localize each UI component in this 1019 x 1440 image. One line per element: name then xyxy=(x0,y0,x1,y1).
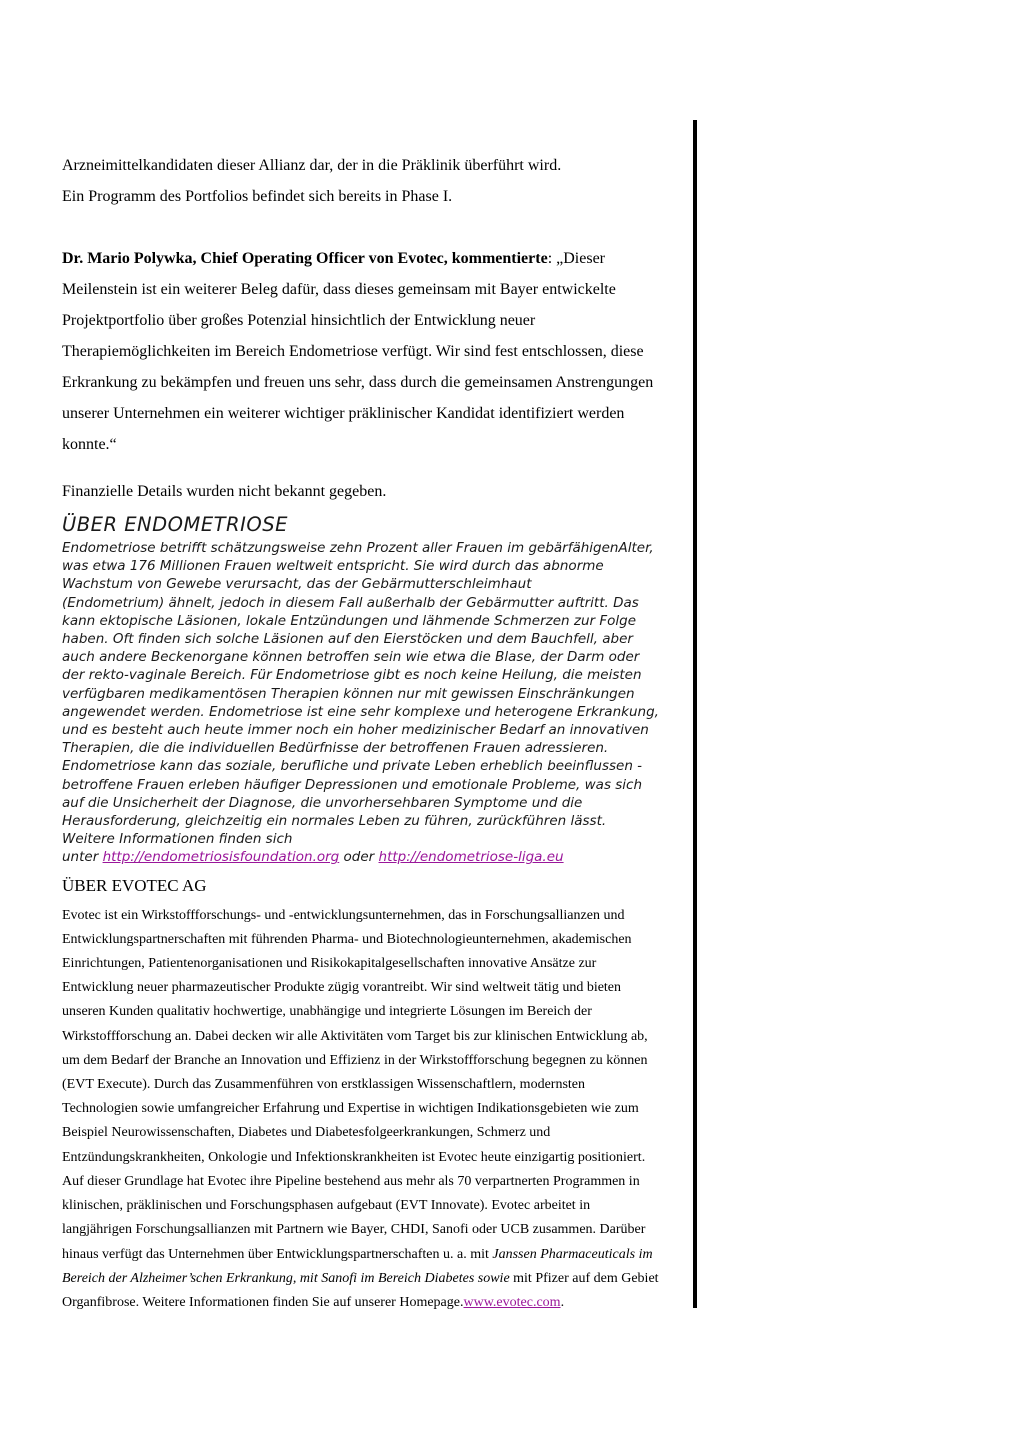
evotec-homepage-link[interactable]: www.evotec.com xyxy=(463,1294,561,1310)
quote-text: : „Dieser Meilenstein ist ein weiterer Beleg dafür, dass dieses gemeinsam mit Bayer entwickelte Projektportfolio über großes Potenzial hinsichtlich der Entwicklung neuer Therapiemöglichkeiten im Bereich Endometriose verfügt. Wir sind fest entschlossen, diese Erkrankung zu bekämpfen und freuen uns sehr, dass durch die gemeinsamen Anstrengungen unserer Unternehmen ein weiterer wichtiger präklinischer Kandidat identifiziert werden konnte.“ xyxy=(62,250,654,453)
endometriose-text-part1: Endometriose betrifft schätzungsweise zehn Prozent aller Frauen im gebärfähigenAlter, was etwa 176 Millionen Frauen weltweit entspricht. Sie wird durch das abnorme Wachstum von Gewebe verursacht, das der Gebärmutterschleimhaut xyxy=(62,540,654,593)
links-line-prefix: unter xyxy=(62,849,103,866)
evotec-body xyxy=(62,904,662,1315)
endometriose-text-part2: (Endometrium) ähnelt, jedoch in diesem Fall außerhalb der Gebärmutter auftritt. Das kann ektopische Läsionen, lokale Entzündungen und lähmende Schmerzen zur Folge haben. Oft finden sich solche Läsionen auf den Eierstöcken und dem Bauchfell, aber auch andere Beckenorgane können betroffen sein wie etwa die Blase, der Darm oder der rekto-vaginale Bereich. Für Endometriose gibt es noch keine Heilung, die meisten verfügbaren medikamentösen Therapien können nur mit gewissen Einschränkungen angewendet werden. Endometriose ist eine sehr komplexe und heterogene Erkrankung, und es besteht auch heute immer noch ein hoher medizinischer Bedarf an innovativen Therapien, die die individuellen Bedürfnisse der betroffenen Frauen adressieren. Endometriose kann das soziale, berufliche und private Leben erheblich beeinflussen - betroffene Frauen erleben häufiger Depressionen und emotionale Probleme, was sich auf die Unsicherheit der Diagnose, die unvorhersehbaren Symptome und die Herausforderung, gleichzeitig ein normales Leben zu führen, zurückführen lässt. Weitere Informationen finden sich xyxy=(62,594,659,848)
links-line-middle: oder xyxy=(339,849,379,866)
financial-note: Finanzielle Details wurden nicht bekannt gegeben. xyxy=(62,483,387,500)
evotec-text-part2: mit Pfizer auf dem Gebiet Organfibrose. Weitere Informationen finden Sie auf unserer Homepage. xyxy=(62,1270,659,1310)
vertical-divider xyxy=(693,120,697,1308)
endometriose-liga-link[interactable]: http://endometriose-liga.eu xyxy=(378,849,564,866)
intro-line-1: Arzneimittelkandidaten dieser Allianz dar, der in die Präklinik überführt wird. xyxy=(62,157,562,174)
evotec-section xyxy=(62,875,662,1315)
quote-attribution: Dr. Mario Polywka, Chief Operating Officer von Evotec, kommentierte xyxy=(62,250,548,267)
quote-paragraph xyxy=(62,243,662,460)
intro-line-2: Ein Programm des Portfolios befindet sich bereits in Phase I. xyxy=(62,188,453,205)
document-content xyxy=(62,150,662,1315)
endometriose-heading: ÜBER ENDOMETRIOSE xyxy=(62,513,288,536)
evotec-text-italic: Janssen Pharmaceuticals im Bereich der Alzheimer’schen Erkrankung, mit Sanofi im Bereich Diabetes sowie xyxy=(62,1246,653,1286)
endometriose-body xyxy=(62,539,662,867)
evotec-heading: ÜBER EVOTEC AG xyxy=(62,875,207,895)
endometriosis-foundation-link[interactable]: http://endometriosisfoundation.org xyxy=(102,849,340,866)
intro-paragraph xyxy=(62,150,662,212)
evotec-text-after-link: . xyxy=(560,1294,565,1310)
endometriose-section xyxy=(62,513,662,867)
evotec-text-part1: Evotec ist ein Wirkstoffforschungs- und -entwicklungsunternehmen, das in Forschungsallianzen und Entwicklungspartnerschaften mit führenden Pharma- und Biotechnologieunternehmen, akademischen Einrichtungen, Patientenorganisationen und Risikokapitalgesellschaften innovative Ansätze zur Entwicklung neuer pharmazeutischer Produkte zügig vorantreibt. Wir sind weltweit tätig und bieten unseren Kunden qualitativ hochwertige, unabhängige und integrierte Lösungen im Bereich der Wirkstoffforschung an. Dabei decken wir alle Aktivitäten vom Target bis zur klinischen Entwicklung ab, um dem Bedarf der Branche an Innovation und Effizienz in der Wirkstoffforschung begegnen zu können (EVT Execute). Durch das Zusammenführen von erstklassigen Wissenschaftlern, modernsten Technologien sowie umfangreicher Erfahrung und Expertise in wichtigen Indikationsgebieten wie zum Beispiel Neurowissenschaften, Diabetes und Diabetesfolgeerkrankungen, Schmerz und Entzündungskrankheiten, Onkologie und Infektionskrankheiten ist Evotec heute einzigartig positioniert. Auf dieser Grundlage hat Evotec ihre Pipeline bestehend aus mehr als 70 verpartnerten Programmen in klinischen, präklinischen und Forschungsphasen aufgebaut (EVT Innovate). Evotec arbeitet in langjährigen Forschungsallianzen mit Partnern wie Bayer, CHDI, Sanofi oder UCB zusammen. Darüber hinaus verfügt das Unternehmen über Entwicklungspartnerschaften u. a. mit xyxy=(62,907,648,1262)
